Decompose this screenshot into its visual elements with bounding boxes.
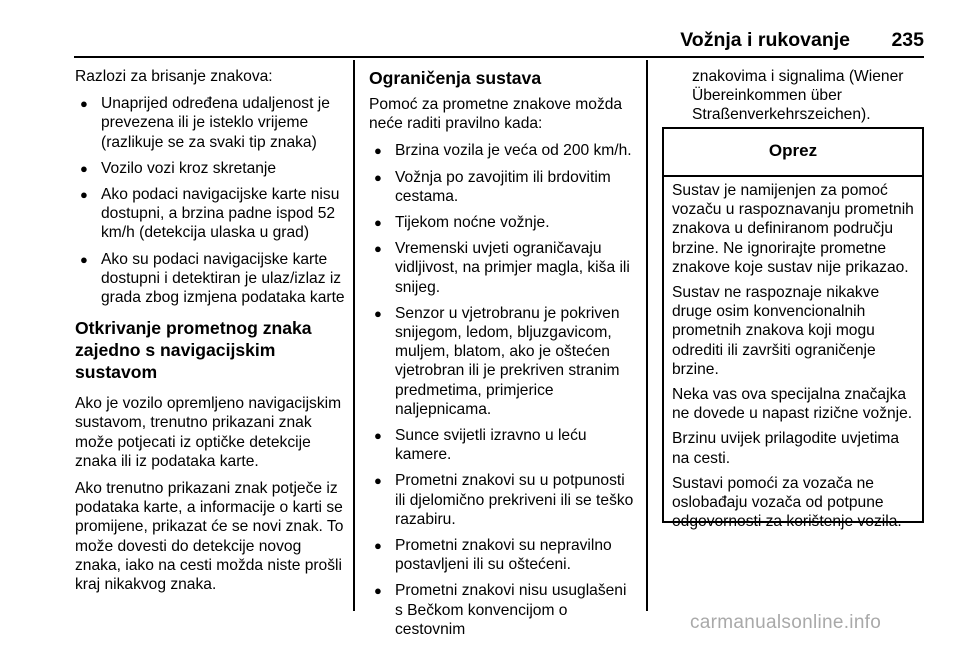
caution-title: Oprez bbox=[664, 129, 922, 177]
list-item: ● Ako podaci navigacijske karte nisu dostupni, a brzina padne ispod 52 km/h (detekcija ulaska u grad) bbox=[75, 185, 345, 243]
list-item: ● Prometni znakovi su u potpunosti ili djelomično prekriveni ili se teško razabiru. bbox=[369, 471, 635, 529]
paragraph: Sustavi pomoći za vozača ne oslobađaju vozača od potpune odgovornosti za korištenje vozila. bbox=[672, 474, 902, 531]
list-item: ● Prometni znakovi su nepravilno postavljeni ili su oštećeni. bbox=[369, 536, 635, 574]
list-item: ● Vremenski uvjeti ograničavaju vidljivost, na primjer magla, kiša ili snijeg. bbox=[369, 239, 635, 297]
list-item: ● Prometni znakovi nisu usuglašeni s Bečkom konvencijom o cestovnim bbox=[369, 581, 635, 639]
section-heading: Otkrivanje prometnog znaka zajedno s navigacijskim sustavom bbox=[75, 318, 312, 383]
right-column bbox=[692, 67, 924, 133]
paragraph: Ako trenutno prikazani znak potječe iz podataka karte, a informacije o karti se promijene, prikazat će se novi znak. To može dovesti do detekcije novog znaka, iako na cesti možda niste prošli kraj nikakvog znaka. bbox=[75, 480, 344, 594]
left-column bbox=[75, 67, 345, 602]
list-item: ● Vozilo vozi kroz skretanje bbox=[75, 159, 345, 178]
paragraph: Ako je vozilo opremljeno navigacijskim sustavom, trenutno prikazani znak može potjecati iz optičke detekcije znaka ili iz podataka karte. bbox=[75, 395, 342, 470]
list-item: ● Sunce svijetli izravno u leću kamere. bbox=[369, 426, 635, 464]
paragraph: Brzinu uvijek prilagodite uvjetima na cesti. bbox=[672, 430, 900, 467]
column-divider-2 bbox=[646, 60, 648, 611]
list-item: ● Vožnja po zavojitim ili brdovitim cestama. bbox=[369, 168, 635, 206]
caution-box bbox=[662, 127, 924, 531]
intro-text: Pomoć za prometne znakove možda neće raditi pravilno kada: bbox=[369, 96, 623, 133]
list-item: ● Tijekom noćne vožnje. bbox=[369, 213, 635, 232]
watermark: carmanualsonline.info bbox=[690, 612, 882, 633]
bullet-list bbox=[369, 141, 635, 639]
section-title: Vožnja i rukovanje bbox=[680, 29, 850, 51]
bullet-list bbox=[75, 94, 345, 307]
section-heading: Ograničenja sustava bbox=[369, 68, 542, 88]
page-number: 235 bbox=[891, 29, 924, 51]
paragraph: Sustav je namijenjen za pomoć vozaču u raspoznavanju prometnih znakova u definiranom području brzine. Ne ignorirajte prometne znakove koje sustav nije prikazao. bbox=[672, 182, 914, 276]
paragraph: Neka vas ova specijalna značajka ne dovede u napast rizične vožnje. bbox=[672, 386, 913, 423]
list-item: ● Senzor u vjetrobranu je pokriven snijegom, ledom, bljuzgavicom, muljem, blatom, ako je oštećen vjetrobran ili je prekriven stranim predmetima, primjerice naljepnicama. bbox=[369, 304, 635, 419]
list-item: ● Unaprijed određena udaljenost je prevezena ili je isteklo vrijeme (razlikuje se za svaki tip znaka) bbox=[75, 94, 345, 152]
caution-body bbox=[664, 177, 922, 531]
intro-text: Razlozi za brisanje znakova: bbox=[75, 68, 273, 85]
middle-column bbox=[369, 67, 635, 649]
header-rule bbox=[74, 56, 924, 58]
paragraph: Sustav ne raspoznaje nikakve druge osim konvencionalnih prometnih znakova koji mogu odrediti ili završiti ograničenje brzine. bbox=[672, 284, 880, 378]
list-item: ● Brzina vozila je veća od 200 km/h. bbox=[369, 141, 635, 160]
continuation-text: znakovima i signalima (Wiener Übereinkommen über Straßenverkehrszeichen). bbox=[692, 68, 904, 124]
column-divider-1 bbox=[353, 60, 355, 611]
list-item: ● Ako su podaci navigacijske karte dostupni i detektiran je ulaz/izlaz iz grada zbog izmjena podataka karte bbox=[75, 250, 345, 308]
